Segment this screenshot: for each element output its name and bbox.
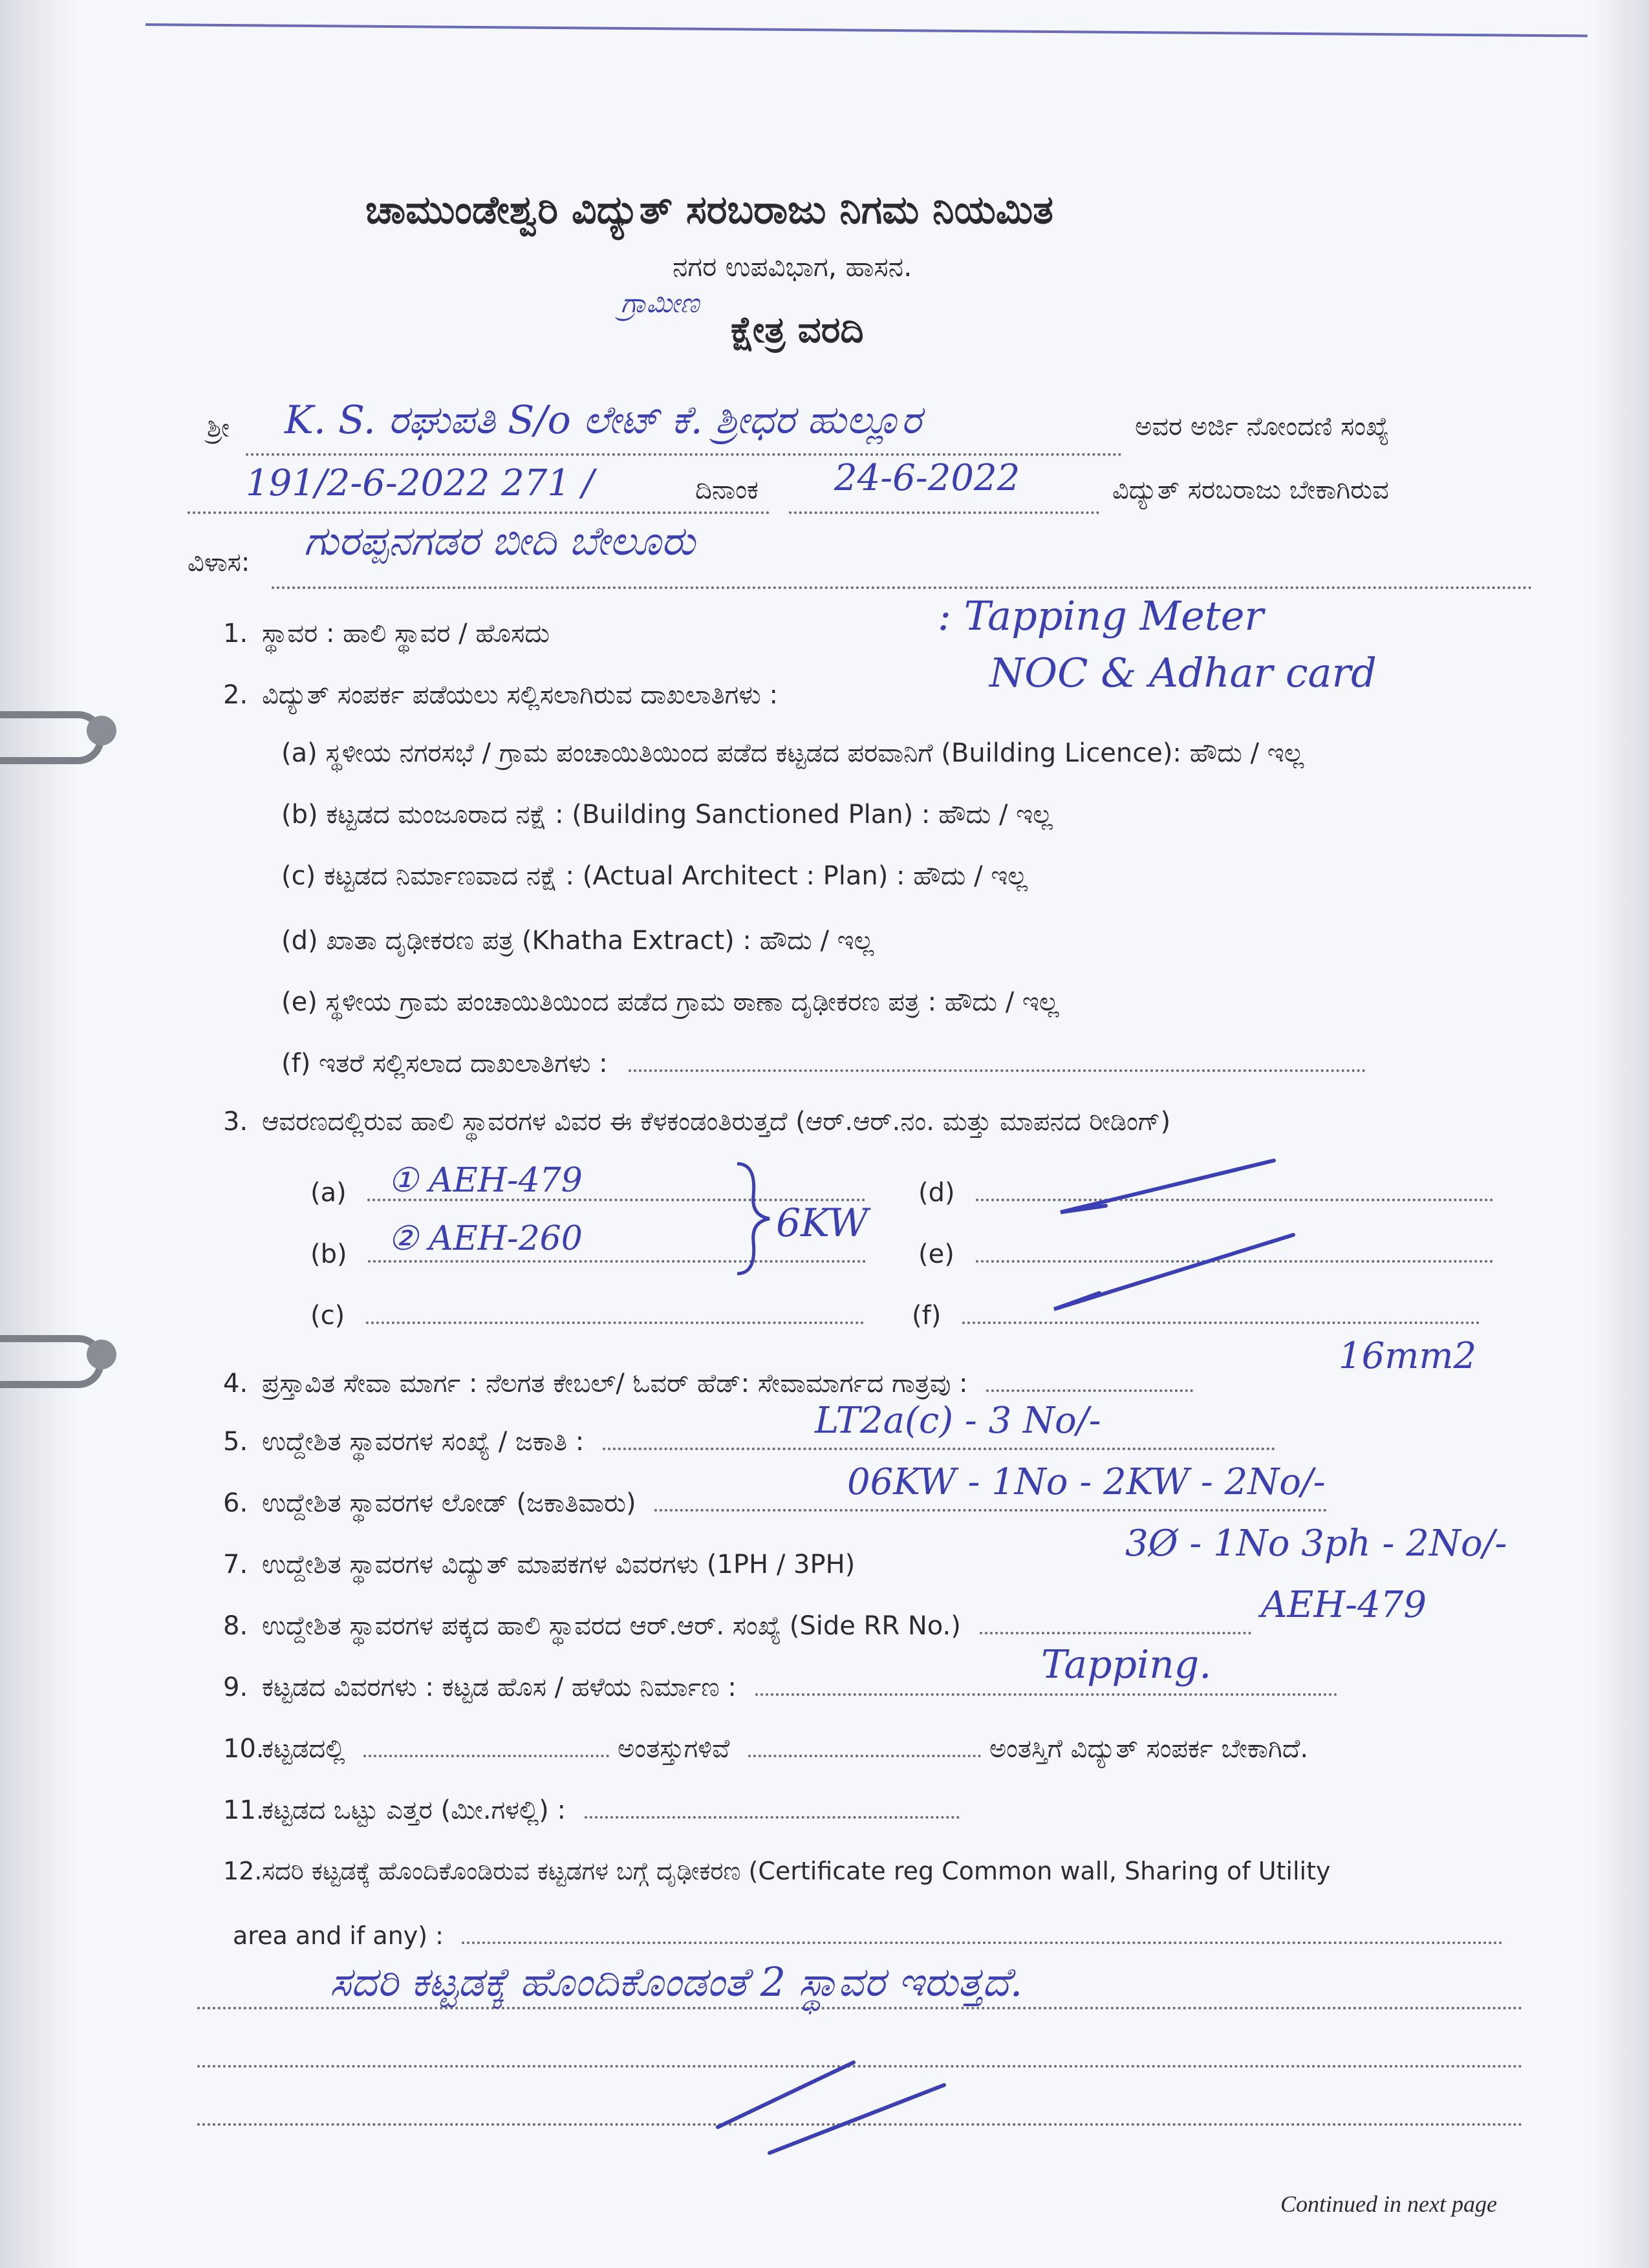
continued-note: Continued in next page <box>1280 2191 1497 2217</box>
doc-label: ಸ್ಥಳೀಯ ನಗರಸಭೆ / ಗ್ರಾಮ ಪಂಚಾಯಿತಿಯಿಂದ ಪಡೆದ ಕಟ್ಟಡದ ಪರವಾನಿಗೆ (Building Licence): ಹೌದು / ಇಲ್ಲ <box>325 738 1304 768</box>
doc-letter: (a) <box>281 738 318 768</box>
item-label: ಆವರಣದಲ್ಲಿರುವ ಹಾಲಿ ಸ್ಥಾವರಗಳ ವಿವರ ಈ ಕೆಳಕಂಡಂತಿರುತ್ತದೆ (ಆರ್.ಆರ್.ನಂ. ಮತ್ತು ಮಾಪನದ ರೀಡಿಂಗ್) <box>262 1107 1171 1137</box>
item-label: ಕಟ್ಟಡದಲ್ಲಿ <box>262 1734 345 1764</box>
slot-letter: (e) <box>918 1239 954 1269</box>
item-label: ಉದ್ದೇಶಿತ ಸ್ಥಾವರಗಳ ಲೋಡ್ (ಜಕಾತಿವಾರು) <box>262 1488 636 1518</box>
strike-marks <box>1035 1151 1306 1319</box>
item-label: ಸ್ಥಾವರ : ಹಾಲಿ ಸ್ಥಾವರ / ಹೊಸದು <box>262 619 550 648</box>
item-8 <box>223 1613 1251 1639</box>
item-10-fill-line-2 <box>748 1755 981 1757</box>
doc-f-fill-line <box>629 1069 1366 1072</box>
doc-a <box>281 740 1304 766</box>
registration-number: 191/2-6-2022 271 / <box>246 462 594 504</box>
item-number: 6. <box>223 1488 248 1518</box>
doc-label: ಕಟ್ಟಡದ ನಿರ್ಮಾಣವಾದ ನಕ್ಷೆ : (Actual Architect : Plan) : ಹೌದು / ಇಲ್ಲ <box>323 861 1028 891</box>
address-value: ಗುರಪ್ಪನಗಡರ ಬೀದಿ ಬೇಲೂರು <box>304 517 695 564</box>
report-title: ಕ್ಷೇತ್ರ ವರದಿ <box>731 309 864 351</box>
shri-label: ಶ್ರೀ <box>207 413 230 443</box>
slot-letter: (c) <box>310 1301 345 1331</box>
closing-strike-marks <box>711 2056 970 2159</box>
item-label: ಕಟ್ಟಡದ ಒಟ್ಟು ಎತ್ತರ (ಮೀ.ಗಳಲ್ಲಿ) : <box>262 1795 566 1825</box>
item-number: 3. <box>223 1107 248 1137</box>
doc-letter: (b) <box>281 800 318 829</box>
item-label: ಕಟ್ಟಡದ ವಿವರಗಳು : ಕಟ್ಟಡ ಹೊಸ / ಹಳೆಯ ನಿರ್ಮಾಣ : <box>262 1673 737 1702</box>
item-label-cont: area and if any) : <box>233 1921 444 1950</box>
registration-label: ಅವರ ಅರ್ಜಿ ನೋಂದಣಿ ಸಂಖ್ಯೆ <box>1135 412 1390 442</box>
slot-letter: (a) <box>310 1178 347 1208</box>
item-7 <box>223 1552 855 1578</box>
doc-letter: (e) <box>281 987 318 1017</box>
item-5-value: LT2a(c) - 3 No/- <box>815 1400 1101 1442</box>
slot-letter: (b) <box>310 1239 347 1269</box>
item-10-mid: ಅಂತಸ್ತುಗಳಿವೆ <box>618 1734 730 1764</box>
item-number: 1. <box>223 619 248 648</box>
address-label: ವಿಳಾಸ: <box>188 548 250 577</box>
top-border-line <box>146 23 1588 37</box>
subdivision-handwritten: ಗ್ರಾಮೀಣ <box>621 287 700 319</box>
item-10-tail: ಅಂತಸ್ತಿಗೆ ವಿದ್ಯುತ್ ಸಂಪರ್ಕ ಬೇಕಾಗಿದೆ. <box>989 1734 1309 1764</box>
supply-required-label: ವಿದ್ಯುತ್ ಸರಬರಾಜು ಬೇಕಾಗಿರುವ <box>1112 475 1389 505</box>
slot-letter: (d) <box>918 1178 955 1208</box>
item-4-fill-line <box>986 1389 1193 1392</box>
item-label: ಉದ್ದೇಶಿತ ಸ್ಥಾವರಗಳ ಸಂಖ್ಯೆ / ಜಕಾತಿ : <box>262 1427 585 1457</box>
slot-letter: (f) <box>912 1301 942 1331</box>
org-title: ಚಾಮುಂಡೇಶ್ವರಿ ವಿದ್ಯುತ್ ಸರಬರಾಜು ನಿಗಮ ನಿಯಮಿತ <box>365 187 1053 233</box>
slot-c-fill-line <box>366 1321 864 1324</box>
slot-b-value: ② AEH-260 <box>388 1219 583 1258</box>
item-10-fill-line-1 <box>363 1755 609 1757</box>
item-3 <box>223 1109 1170 1135</box>
doc-letter: (d) <box>281 926 318 956</box>
doc-label: ಖಾತಾ ದೃಢೀಕರಣ ಪತ್ರ (Khatha Extract) : ಹೌದು / ಇಲ್ಲ <box>326 926 874 956</box>
item-2-value: NOC & Adhar card <box>989 649 1377 696</box>
item-10 <box>223 1736 1308 1762</box>
item-number: 11. <box>223 1795 264 1825</box>
item-label: ಪ್ರಸ್ತಾವಿತ ಸೇವಾ ಮಾರ್ಗ : ನೆಲಗತ ಕೇಬಲ್/ ಓವರ್ ಹೆಡ್: ಸೇವಾಮಾರ್ಗದ ಗಾತ್ರವು : <box>262 1369 968 1398</box>
binder-ring-icon <box>0 1335 104 1388</box>
item-number: 7. <box>223 1550 248 1579</box>
item-number: 4. <box>223 1369 248 1398</box>
item-6-fill-line <box>654 1509 1327 1512</box>
slot-a-value: ① AEH-479 <box>388 1161 583 1200</box>
doc-letter: (c) <box>281 861 316 891</box>
doc-e <box>281 989 1059 1015</box>
application-date: 24-6-2022 <box>834 457 1020 499</box>
page-left-shadow <box>0 0 78 2268</box>
binder-ring-icon <box>0 711 104 764</box>
item-12-cont <box>233 1923 1503 1948</box>
doc-label: ಸ್ಥಳೀಯ ಗ್ರಾಮ ಪಂಚಾಯಿತಿಯಿಂದ ಪಡೆದ ಗ್ರಾಮ ಠಾಣಾ ದೃಢೀಕರಣ ಪತ್ರ : ಹೌದು / ಇಲ್ಲ <box>325 987 1059 1017</box>
item-label: ವಿದ್ಯುತ್ ಸಂಪರ್ಕ ಪಡೆಯಲು ಸಲ್ಲಿಸಲಾಗಿರುವ ದಾಖಲಾತಿಗಳು : <box>262 680 778 710</box>
item-9-fill-line <box>755 1693 1337 1696</box>
item-7-value: 3Ø - 1No 3ph - 2No/- <box>1125 1523 1507 1565</box>
item-1 <box>223 621 550 647</box>
doc-letter: (f) <box>281 1049 311 1078</box>
item-number: 12. <box>223 1857 263 1885</box>
item-4-value: 16mm2 <box>1339 1335 1477 1377</box>
item-12-value: ಸದರಿ ಕಟ್ಟಡಕ್ಕೆ ಹೊಂದಿಕೊಂಡಂತೆ 2 ಸ್ಥಾವರ ಇರುತ್ತದೆ. <box>330 1958 1023 2006</box>
subdivision <box>673 253 912 281</box>
item-label: ಉದ್ದೇಶಿತ ಸ್ಥಾವರಗಳ ವಿದ್ಯುತ್ ಮಾಪಕಗಳ ವಿವರಗಳು (1PH / 3PH) <box>262 1550 856 1579</box>
address-fill-line <box>272 568 1533 594</box>
item-number: 10. <box>223 1734 264 1764</box>
item-number: 9. <box>223 1673 248 1702</box>
doc-label: ಇತರೆ ಸಲ್ಲಿಸಲಾದ ದಾಖಲಾತಿಗಳು : <box>319 1049 608 1078</box>
doc-b <box>281 802 1053 828</box>
doc-f <box>281 1051 1366 1076</box>
item-number: 8. <box>223 1611 248 1641</box>
item-5-fill-line <box>603 1448 1275 1450</box>
item-12 <box>223 1859 1330 1883</box>
item-9-value: Tapping. <box>1041 1642 1212 1687</box>
item-number: 2. <box>223 680 248 710</box>
item-label: ಸದರಿ ಕಟ್ಟಡಕ್ಕೆ ಹೊಂದಿಕೊಂಡಿರುವ ಕಟ್ಟಡಗಳ ಬಗ್ಗೆ ದೃಢೀಕರಣ (Certificate reg Common wall, Sharing of Utility <box>262 1857 1331 1885</box>
item-4 <box>223 1371 1193 1396</box>
item-1-value: : Tapping Meter <box>938 592 1264 639</box>
item-8-fill-line <box>980 1632 1251 1634</box>
doc-label: ಕಟ್ಟಡದ ಮಂಜೂರಾದ ನಕ್ಷೆ : (Building Sanctioned Plan) : ಹೌದು / ಇಲ್ಲ <box>326 800 1053 829</box>
subdivision-text: ನಗರ ಉಪವಿಭಾಗ, ಹಾಸನ. <box>673 251 912 283</box>
item-8-value: AEH-479 <box>1261 1584 1427 1626</box>
item-11-fill-line <box>585 1816 960 1819</box>
item-11 <box>223 1797 960 1823</box>
item-6-value: 06KW - 1No - 2KW - 2No/- <box>847 1461 1326 1503</box>
page-right-shadow <box>1591 0 1649 2268</box>
doc-c <box>281 863 1028 889</box>
item-label: ಉದ್ದೇಶಿತ ಸ್ಥಾವರಗಳ ಪಕ್ಕದ ಹಾಲಿ ಸ್ಥಾವರದ ಆರ್.ಆರ್. ಸಂಖ್ಯೆ (Side RR No.) <box>262 1611 961 1641</box>
item-5 <box>223 1429 1275 1455</box>
slot-c <box>310 1303 864 1329</box>
slot-f-fill-line <box>962 1321 1480 1324</box>
date-label: ದಿನಾಂಕ <box>695 475 759 505</box>
item-number: 5. <box>223 1427 248 1457</box>
item-2 <box>223 682 778 708</box>
applicant-name: K. S. ರಘುಪತಿ S/o ಲೇಟ್ ಕೆ. ಶ್ರೀಧರ ಹುಲ್ಲೂರ <box>285 398 921 443</box>
doc-d <box>281 928 874 954</box>
brace-note: 6KW <box>776 1201 868 1246</box>
item-12-fill-line <box>462 1942 1503 1944</box>
